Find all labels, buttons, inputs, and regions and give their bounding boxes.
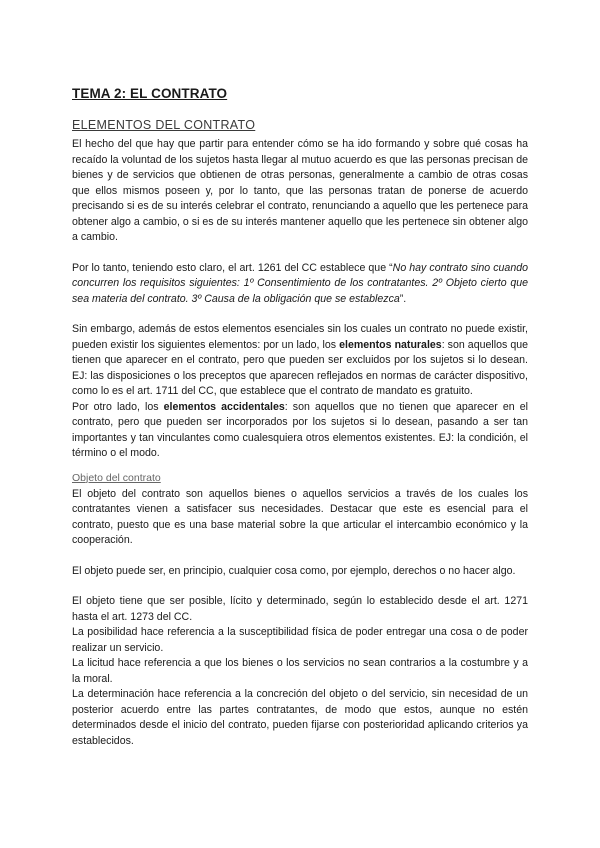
text: Sin embargo, además de estos elementos esenciales sin los cuales un contrato no puede existir, pueden existir los siguientes elementos: por un lado, los — [72, 323, 528, 351]
text: Por lo tanto, teniendo esto claro, el art. 1261 del CC establece que “ — [72, 261, 393, 274]
text: : son aquellos que tienen que aparecer en el contrato, pero que pueden ser excluidos por los sujetos si lo desean. EJ: las disposiciones o los preceptos que aparecen reflejados en normas de carácter dispositivo, como lo es el art. 1711 del CC, que establece que el contrato de mandato es gratuito. — [72, 338, 528, 397]
quote-text: No hay contrato sino cuando concurren los requisitos siguientes: 1º Consentimiento de los contratantes. 2º Objeto cierto que sea materia del contrato. 3º Causa de la obligación que se establezca — [72, 261, 528, 305]
paragraph: El objeto tiene que ser posible, lícito y determinado, según lo establecido desde el art. 1271 hasta el art. 1273 del CC. — [72, 595, 528, 623]
paragraph-elementos-naturales — [72, 322, 528, 400]
text: : son aquellos que no tienen que aparecer en el contrato, pero que pueden ser incorporados por los sujetos si lo desean, pasando a ser tan importantes y tan vinculantes como cualesquiera otros elementos existentes. EJ: la condición, el término o el modo. — [72, 400, 528, 459]
text: Por otro lado, los — [72, 400, 164, 413]
paragraph: El objeto del contrato son aquellos bienes o aquellos servicios a través de los cuales los contratantes vienen a satisfacer sus necesidades. Destacar que este es esencial para el contrato, puesto que es una base material sobre la que articular el intercambio económico y la cooperación. — [72, 487, 528, 546]
paragraph: La determinación hace referencia a la concreción del objeto o del servicio, sin necesidad de un posterior acuerdo entre las partes contratantes, de modo que estos, aunque no estén determinados desde el inicio del contrato, pueden fijarse con posterioridad aplicando criterios ya establecidos. — [72, 688, 528, 747]
paragraph: La licitud hace referencia a que los bienes o los servicios no sean contrarios a la costumbre y a la moral. — [72, 657, 528, 685]
paragraph-elementos-accidentales — [72, 400, 528, 462]
text: ”. — [399, 292, 407, 305]
paragraph: El objeto puede ser, en principio, cualquier cosa como, por ejemplo, derechos o no hacer algo. — [72, 564, 516, 577]
paragraph: La posibilidad hace referencia a la susceptibilidad física de poder entregar una cosa o de poder realizar un servicio. — [72, 626, 528, 654]
bold-term: elementos naturales — [339, 338, 442, 351]
subsection-heading-objeto: Objeto del contrato — [72, 471, 161, 484]
bold-term: elementos accidentales — [163, 400, 285, 413]
paragraph-art-1261 — [72, 261, 528, 308]
page-title: TEMA 2: EL CONTRATO — [72, 86, 228, 101]
document-page — [72, 86, 528, 749]
section-heading-elementos: ELEMENTOS DEL CONTRATO — [72, 118, 256, 132]
paragraph: El hecho del que hay que partir para entender cómo se ha ido formando y sobre qué cosas ha recaído la voluntad de los sujetos hasta llegar al mutuo acuerdo es que las personas precisan de bienes y de servicios que obtienen de otras personas, generalmente a cambio de otras cosas que ellos mismos poseen y, por lo tanto, que las personas tratan de ponerse de acuerdo precisando si es de su interés celebrar el contrato, renunciando a aquello que les pertenece para obtener algo a cambio, o si es de su interés mantener aquello que les pertenece sin obtener algo a cambio. — [72, 138, 528, 243]
